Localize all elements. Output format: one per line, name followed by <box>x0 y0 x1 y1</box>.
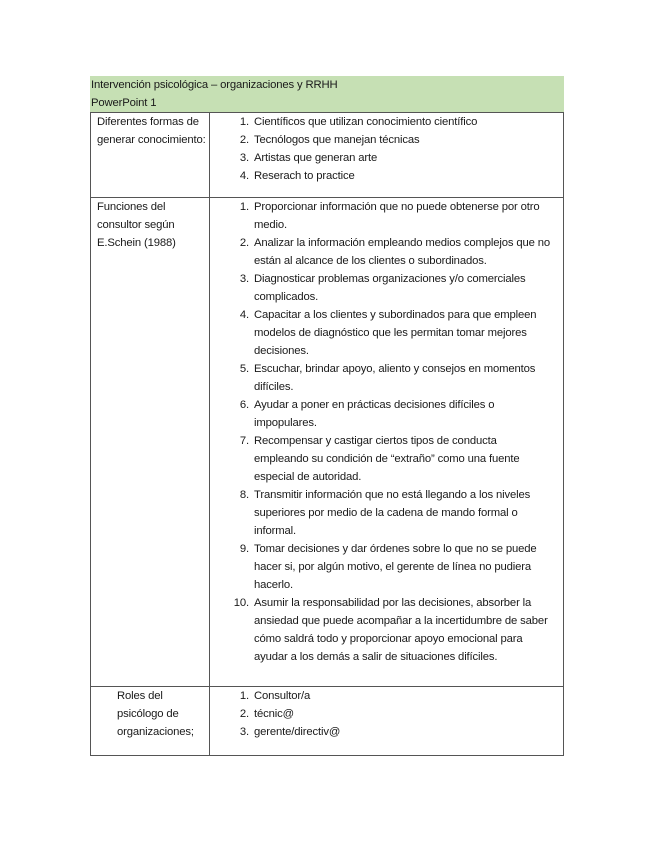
table-row <box>91 198 564 687</box>
list-item: 1. Proporcionar información que no puede obtenerse por otro medio. <box>239 201 540 231</box>
list-item: 9. Tomar decisiones y dar órdenes sobre lo que no se puede hacer si, por algún motivo, el gerente de línea no pudiera hacerlo. <box>239 543 537 591</box>
list-item-text: Escuchar, brindar apoyo, aliento y consejos en momentos difíciles. <box>254 363 536 393</box>
numbered-list <box>210 687 563 741</box>
list-item-text: Consultor/a <box>254 690 311 702</box>
list-item-text: Recompensar y castigar ciertos tipos de conducta empleando su condición de “extraño” como una fuente especial de autoridad. <box>254 435 520 483</box>
list-item: 7. Recompensar y castigar ciertos tipos de conducta empleando su condición de “extraño” como una fuente especial de autoridad. <box>239 435 520 483</box>
list-item-text: técnic@ <box>254 708 294 720</box>
row-label: Diferentes formas de generar conocimiento: <box>91 113 210 198</box>
document-title: Intervención psicológica – organizaciones y RRHH <box>91 79 338 91</box>
list-item: 6. Ayudar a poner en prácticas decisiones difíciles o impopulares. <box>239 399 495 429</box>
header-banner <box>90 76 564 112</box>
list-item-text: Asumir la responsabilidad por las decisiones, absorber la ansiedad que puede acompañar a la incertidumbre de saber cómo saldrá todo y proporcionar apoyo emocional para ayudar a los demás a salir de situaciones difíciles. <box>254 597 548 663</box>
row-content <box>210 198 564 687</box>
list-item-text: Reserach to practice <box>254 170 355 182</box>
list-item: 1. Consultor/a <box>239 690 311 702</box>
numbered-list <box>210 113 563 185</box>
list-item: 2. Analizar la información empleando medios complejos que no están al alcance de los clientes o subordinados. <box>239 237 551 267</box>
list-item: 4. Capacitar a los clientes y subordinados para que empleen modelos de diagnóstico que les permitan tomar mejores decisiones. <box>239 309 537 357</box>
list-item-text: Tecnólogos que manejan técnicas <box>254 134 420 146</box>
list-item-text: Diagnosticar problemas organizaciones y/o comerciales complicados. <box>254 273 526 303</box>
table-row <box>91 687 564 756</box>
list-item-text: Capacitar a los clientes y subordinados para que empleen modelos de diagnóstico que les permitan tomar mejores decisiones. <box>254 309 537 357</box>
list-item-text: gerente/directiv@ <box>254 726 341 738</box>
document-page <box>90 76 564 756</box>
list-item-text: Científicos que utilizan conocimiento científico <box>254 116 478 128</box>
list-item-text: Tomar decisiones y dar órdenes sobre lo que no se puede hacer si, por algún motivo, el gerente de línea no pudiera hacerlo. <box>254 543 537 591</box>
list-item: 5. Escuchar, brindar apoyo, aliento y consejos en momentos difíciles. <box>239 363 536 393</box>
list-item: 4. Reserach to practice <box>239 170 355 182</box>
list-item-text: Analizar la información empleando medios complejos que no están al alcance de los clientes o subordinados. <box>254 237 551 267</box>
list-item-text: Artistas que generan arte <box>254 152 378 164</box>
list-item: 2. Tecnólogos que manejan técnicas <box>239 134 420 146</box>
list-item: 1. Científicos que utilizan conocimiento científico <box>239 116 478 128</box>
row-label: Funciones del consultor según E.Schein (1988) <box>91 198 210 687</box>
document-subtitle: PowerPoint 1 <box>91 97 157 109</box>
list-item: 3. Diagnosticar problemas organizaciones y/o comerciales complicados. <box>239 273 526 303</box>
row-label: Roles del psicólogo de organizaciones; <box>91 687 210 756</box>
list-item: 3. Artistas que generan arte <box>239 152 378 164</box>
list-item-text: Ayudar a poner en prácticas decisiones difíciles o impopulares. <box>254 399 495 429</box>
table-row <box>91 113 564 198</box>
list-item-text: Proporcionar información que no puede obtenerse por otro medio. <box>254 201 540 231</box>
numbered-list <box>210 198 563 666</box>
list-item: 10. Asumir la responsabilidad por las decisiones, absorber la ansiedad que puede acompañar a la incertidumbre de saber cómo saldrá todo y proporcionar apoyo emocional para ayudar a los demás a salir de situaciones difíciles. <box>233 597 548 663</box>
list-item: 2. técnic@ <box>239 708 294 720</box>
content-table <box>90 112 564 756</box>
row-content <box>210 113 564 198</box>
list-item-text: Transmitir información que no está llegando a los niveles superiores por medio de la cadena de mando formal o informal. <box>254 489 531 537</box>
list-item: 8. Transmitir información que no está llegando a los niveles superiores por medio de la cadena de mando formal o informal. <box>239 489 531 537</box>
list-item: 3. gerente/directiv@ <box>239 726 341 738</box>
row-content <box>210 687 564 756</box>
